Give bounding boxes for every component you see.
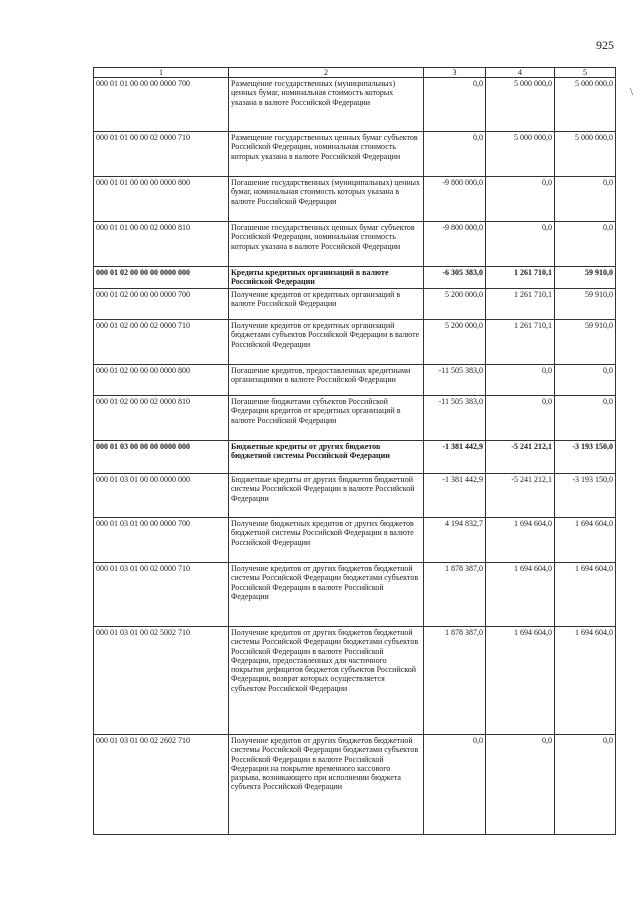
budget-code-cell: 000 01 03 01 00 00 0000 700 (94, 518, 229, 563)
budget-code-cell: 000 01 02 00 00 00 0000 700 (94, 289, 229, 320)
description-cell: Получение бюджетных кредитов от других бюджетов бюджетной системы Российской Федерации в валюте Российской Федерации (229, 518, 424, 563)
value-col4-cell: 0,0 (486, 396, 555, 441)
budget-code-cell: 000 01 01 00 00 02 0000 810 (94, 222, 229, 267)
value-col4-cell: 0,0 (486, 222, 555, 267)
column-header-5: 5 (555, 68, 616, 78)
value-col3-cell: -11 505 383,0 (424, 365, 486, 396)
budget-code-cell: 000 01 01 00 00 00 0000 700 (94, 78, 229, 132)
table-row (94, 518, 616, 563)
description-cell: Погашение государственных (муниципальных) ценных бумаг, номинальная стоимость которых указана в валюте Российской Федерации (229, 177, 424, 222)
value-col3-cell: 1 878 387,0 (424, 563, 486, 627)
value-col5-cell: 0,0 (555, 177, 616, 222)
value-col4-cell: -5 241 212,1 (486, 474, 555, 518)
budget-code-cell: 000 01 02 00 00 00 0000 000 (94, 267, 229, 289)
description-cell: Погашение государственных ценных бумаг субъектов Российской Федерации, номинальная стоимость которых указана в валюте Российской Федерации (229, 222, 424, 267)
description-cell: Кредиты кредитных организаций в валюте Российской Федерации (229, 267, 424, 289)
value-col5-cell: 59 910,0 (555, 320, 616, 365)
table-row (94, 441, 616, 474)
value-col4-cell: 1 261 710,1 (486, 320, 555, 365)
value-col5-cell: 5 000 000,0 (555, 132, 616, 177)
table-row (94, 320, 616, 365)
value-col5-cell: 0,0 (555, 222, 616, 267)
value-col3-cell: -11 505 383,0 (424, 396, 486, 441)
value-col3-cell: 5 200 000,0 (424, 289, 486, 320)
table-row (94, 132, 616, 177)
value-col4-cell: 1 261 710,1 (486, 289, 555, 320)
budget-code-cell: 000 01 03 01 00 02 0000 710 (94, 563, 229, 627)
table-row (94, 78, 616, 132)
value-col3-cell: -6 305 383,0 (424, 267, 486, 289)
value-col3-cell: -9 800 000,0 (424, 177, 486, 222)
budget-code-cell: 000 01 03 00 00 00 0000 000 (94, 441, 229, 474)
value-col3-cell: 0,0 (424, 132, 486, 177)
budget-code-cell: 000 01 02 00 00 00 0000 800 (94, 365, 229, 396)
value-col3-cell: -1 381 442,9 (424, 441, 486, 474)
value-col5-cell: 0,0 (555, 365, 616, 396)
value-col3-cell: -1 381 442,9 (424, 474, 486, 518)
description-cell: Размещение государственных (муниципальных) ценных бумаг, номинальная стоимость которых указана в валюте Российской Федерации (229, 78, 424, 132)
value-col4-cell: 1 694 604,0 (486, 518, 555, 563)
value-col4-cell: 5 000 000,0 (486, 132, 555, 177)
table-row (94, 627, 616, 735)
budget-code-cell: 000 01 01 00 00 00 0000 800 (94, 177, 229, 222)
description-cell: Получение кредитов от кредитных организаций бюджетами субъектов Российской Федерации в валюте Российской Федерации (229, 320, 424, 365)
description-cell: Получение кредитов от других бюджетов бюджетной системы Российской Федерации бюджетами субъектов Российской Федерации в валюте Российской Федерации, предоставленных для частичного покрытия дефицитов бюджетов субъектов Российской Федерации, возврат которых осуществляется субъектом Российской Федерации (229, 627, 424, 735)
value-col4-cell: 1 261 710,1 (486, 267, 555, 289)
value-col3-cell: 1 878 387,0 (424, 627, 486, 735)
description-cell: Погашение бюджетами субъектов Российской Федерации кредитов от кредитных организаций в валюте Российской Федерации (229, 396, 424, 441)
budget-sources-table (93, 67, 616, 835)
column-header-4: 4 (486, 68, 555, 78)
value-col4-cell: 1 694 604,0 (486, 563, 555, 627)
value-col5-cell: -3 193 150,0 (555, 474, 616, 518)
value-col5-cell: 59 910,0 (555, 267, 616, 289)
margin-mark: \ (630, 86, 634, 98)
value-col3-cell: 0,0 (424, 735, 486, 835)
value-col5-cell: 0,0 (555, 396, 616, 441)
value-col4-cell: 0,0 (486, 177, 555, 222)
description-cell: Размещение государственных ценных бумаг субъектов Российской Федерации, номинальная стоимость которых указана в валюте Российской Федерации (229, 132, 424, 177)
budget-code-cell: 000 01 03 01 00 00 0000 000 (94, 474, 229, 518)
value-col5-cell: 1 694 604,0 (555, 518, 616, 563)
value-col4-cell: 5 000 000,0 (486, 78, 555, 132)
budget-code-cell: 000 01 02 00 00 02 0000 710 (94, 320, 229, 365)
description-cell: Погашение кредитов, предоставленных кредитными организациями в валюте Российской Федерации (229, 365, 424, 396)
description-cell: Бюджетные кредиты от других бюджетов бюджетной системы Российской Федерации (229, 441, 424, 474)
description-cell: Получение кредитов от других бюджетов бюджетной системы Российской Федерации бюджетами субъектов Российской Федерации в валюте Российской Федерации на покрытие временного кассового разрыва, возникающего при исполнении бюджета субъекта Российской Федерации (229, 735, 424, 835)
value-col5-cell: -3 193 150,0 (555, 441, 616, 474)
budget-code-cell: 000 01 02 00 00 02 0000 810 (94, 396, 229, 441)
table-row (94, 563, 616, 627)
table-row (94, 365, 616, 396)
value-col4-cell: -5 241 212,1 (486, 441, 555, 474)
value-col4-cell: 0,0 (486, 365, 555, 396)
value-col3-cell: 5 200 000,0 (424, 320, 486, 365)
description-cell: Получение кредитов от других бюджетов бюджетной системы Российской Федерации бюджетами субъектов Российской Федерации в валюте Российской Федерации (229, 563, 424, 627)
budget-code-cell: 000 01 01 00 00 02 0000 710 (94, 132, 229, 177)
value-col5-cell: 0,0 (555, 735, 616, 835)
column-number-row (94, 68, 616, 78)
table-body (94, 78, 616, 835)
value-col5-cell: 59 910,0 (555, 289, 616, 320)
column-header-1: 1 (94, 68, 229, 78)
page-number: 925 (596, 38, 614, 52)
value-col5-cell: 5 000 000,0 (555, 78, 616, 132)
budget-code-cell: 000 01 03 01 00 02 5002 710 (94, 627, 229, 735)
value-col4-cell: 1 694 604,0 (486, 627, 555, 735)
value-col4-cell: 0,0 (486, 735, 555, 835)
table-row (94, 267, 616, 289)
table-row (94, 396, 616, 441)
table-row (94, 289, 616, 320)
value-col3-cell: 0,0 (424, 78, 486, 132)
table-row (94, 735, 616, 835)
value-col5-cell: 1 694 604,0 (555, 627, 616, 735)
description-cell: Получение кредитов от кредитных организаций в валюте Российской Федерации (229, 289, 424, 320)
budget-code-cell: 000 01 03 01 00 02 2602 710 (94, 735, 229, 835)
table-row (94, 474, 616, 518)
description-cell: Бюджетные кредиты от других бюджетов бюджетной системы Российской Федерации в валюте Российской Федерации (229, 474, 424, 518)
column-header-3: 3 (424, 68, 486, 78)
value-col5-cell: 1 694 604,0 (555, 563, 616, 627)
value-col3-cell: -9 800 000,0 (424, 222, 486, 267)
value-col3-cell: 4 194 832,7 (424, 518, 486, 563)
table-row (94, 177, 616, 222)
table-row (94, 222, 616, 267)
column-header-2: 2 (229, 68, 424, 78)
